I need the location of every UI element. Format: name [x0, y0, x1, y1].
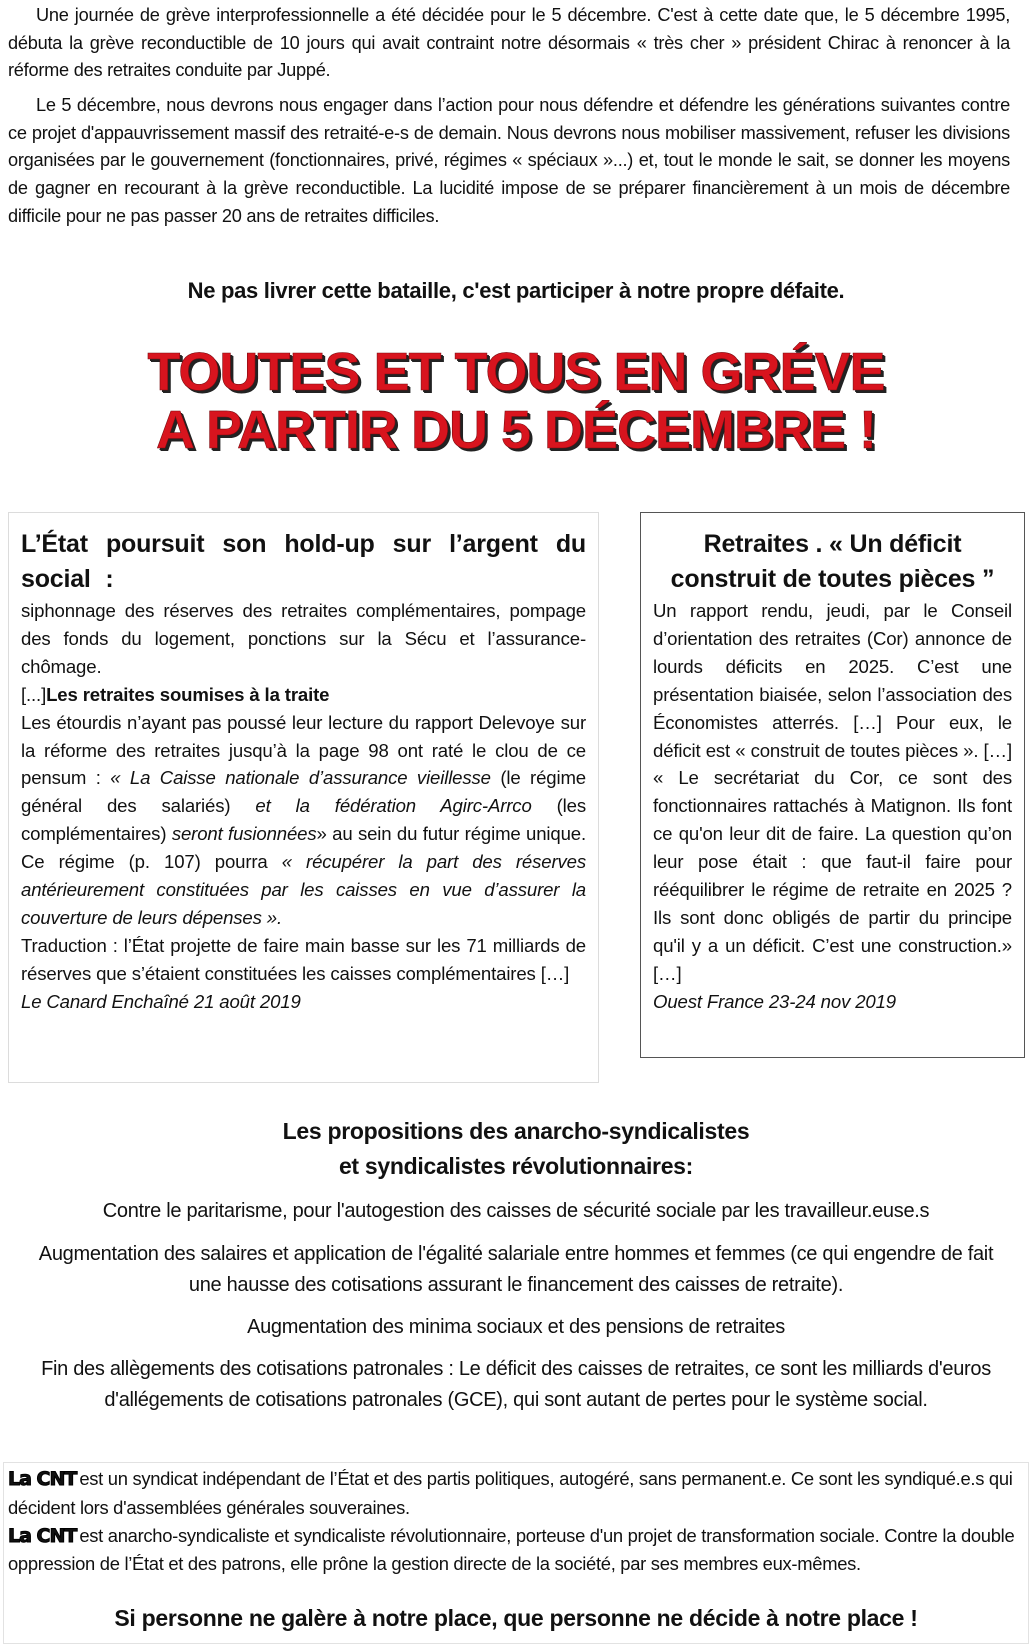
article-translation: Traduction : l’État projette de faire main basse sur les 71 milliards de réserves que s’étaient constituées les caisses complémentaires […]: [21, 934, 586, 984]
tagline: Ne pas livrer cette bataille, c'est participer à notre propre défaite.: [187, 278, 845, 303]
article-text: Un rapport rendu, jeudi, par le Conseil d’orientation des retraites (Cor) annonce de lourds déficits en 2025. C’est une présentation biaisée, selon l’association des Économistes atterrés. […] Pour eux, le déficit est « construit de toutes pièces ». […] « Le secrétariat du Cor, ce sont des fonctionnaires rattachés à Matignon. Ils font ce qu'on leur dit de faire. La question qu’on leur pose était : que faut-il faire pour rééquilibrer le régime de retraite en 2025 ? Ils sont donc obligés de partir du principe qu'il y a un déficit. C’est une construction.» […]: [653, 600, 1012, 984]
text: Les étourdis n’ayant pas poussé leur lecture du rapport Delevoye sur la réforme des retraites jusqu’à la page 98 ont raté le clou de ce pensum :: [21, 711, 586, 789]
intro-paragraph-1: Une journée de grève interprofessionnelle a été décidée pour le 5 décembre. C'est à cette date que, le 5 décembre 1995, débuta la grève reconductible de 10 jours qui avait contraint notre désormais « très cher » président Chirac à renoncer à la réforme des retraites conduite par Juppé.: [8, 5, 1010, 81]
quote: « La Caisse nationale d’assurance vieillesse: [110, 767, 491, 789]
quote: et la fédération Agirc-Arrco: [255, 795, 532, 817]
cnt-footer-box: [3, 1462, 1029, 1644]
article-title: Retraites . « Un déficit construit de toutes pièces ”: [670, 530, 995, 593]
article-box-etat-hold-up: [8, 512, 599, 1083]
cnt-text: est anarcho-syndicaliste et syndicaliste révolutionnaire, porteuse d'un projet de transformation sociale. Contre la double oppression de l’État et des patrons, elle prône la gestion directe de la société, par ses membres eux-mêmes.: [8, 1524, 1015, 1575]
proposition-item: Fin des allègements des cotisations patronales : Le déficit des caisses de retraites, ce sont les milliards d'euros d'allégements de cotisations patronales (GCE), qui sont autant de pertes pour le système social.: [41, 1358, 991, 1411]
cnt-logo: La CNT: [8, 1468, 77, 1490]
text: (les complémentaires): [21, 795, 586, 845]
article-box-deficit: [640, 512, 1025, 1058]
quote: seront fusionnées: [171, 823, 317, 845]
headline-line-1: TOUTES ET TOUS EN GRÉVE: [147, 342, 885, 402]
cnt-paragraph-1: [8, 1465, 1024, 1522]
quote: « récupérer la part des réserves antérieurement constituées par les caisses en vue d’assurer la couverture de leurs dépenses ».: [21, 851, 586, 928]
proposition-item: Contre le paritarisme, pour l'autogestion des caisses de sécurité sociale par les travailleur.euse.s: [102, 1200, 930, 1222]
text: » au sein du futur régime unique. Ce régime (p. 107) pourra: [21, 823, 587, 873]
text: (le régime général des salariés): [21, 767, 586, 817]
proposition-item: Augmentation des minima sociaux et des pensions de retraites: [247, 1316, 785, 1338]
proposition-item: Augmentation des salaires et application de l'égalité salariale entre hommes et femmes (ce qui engendre de fait une hausse des cotisations assurant le financement des caisses de retraite).: [38, 1243, 994, 1296]
article-source: Le Canard Enchaîné 21 août 2019: [21, 990, 301, 1012]
cnt-paragraph-2: [8, 1522, 1024, 1579]
cnt-text: est un syndicat indépendant de l’État et des partis politiques, autogéré, sans permanent.e. Ce sont les syndiqué.e.s qui décident lors d'assemblées générales souveraines.: [8, 1468, 1013, 1518]
article-subheading: [21, 681, 586, 709]
article-body: [653, 597, 1012, 1016]
propositions-title-line-2: et syndicalistes révolutionnaires:: [338, 1153, 694, 1179]
article-source: Ouest France 23-24 nov 2019: [653, 990, 896, 1012]
ellipsis-prefix: [...]: [21, 683, 47, 705]
article-intro: siphonnage des réserves des retraites complémentaires, pompage des fonds du logement, ponctions sur la Sécu et l’assurance-chômage.: [21, 600, 586, 677]
headline-line-2: A PARTIR DU 5 DÉCEMBRE !: [155, 400, 877, 460]
article-body: [21, 597, 586, 1016]
article-title: L’État poursuit son hold-up sur l’argent du social :: [21, 530, 586, 593]
propositions-title: [0, 1114, 1032, 1184]
article-paragraph: [21, 709, 586, 932]
cnt-logo: La CNT: [8, 1524, 77, 1547]
subheading-text: Les retraites soumises à la traite: [46, 683, 330, 705]
intro-paragraph-2: Le 5 décembre, nous devrons nous engager dans l’action pour nous défendre et défendre les générations suivantes contre ce projet d'appauvrissement massif des retraité-e-s de demain. Nous devrons nous mobiliser massivement, refuser les divisions organisées par le gouvernement (fonctionnaires, privé, régimes « spéciaux »...) et, tout le monde le sait, se donner les moyens de gagner en recourant à la grève reconductible. La lucidité impose de se préparer financièrement à un mois de décembre difficile pour ne pas passer 20 ans de retraites difficiles.: [8, 95, 1010, 226]
cnt-slogan: Si personne ne galère à notre place, que personne ne décide à notre place !: [114, 1605, 918, 1631]
propositions-title-line-1: Les propositions des anarcho-syndicalistes: [282, 1118, 750, 1144]
